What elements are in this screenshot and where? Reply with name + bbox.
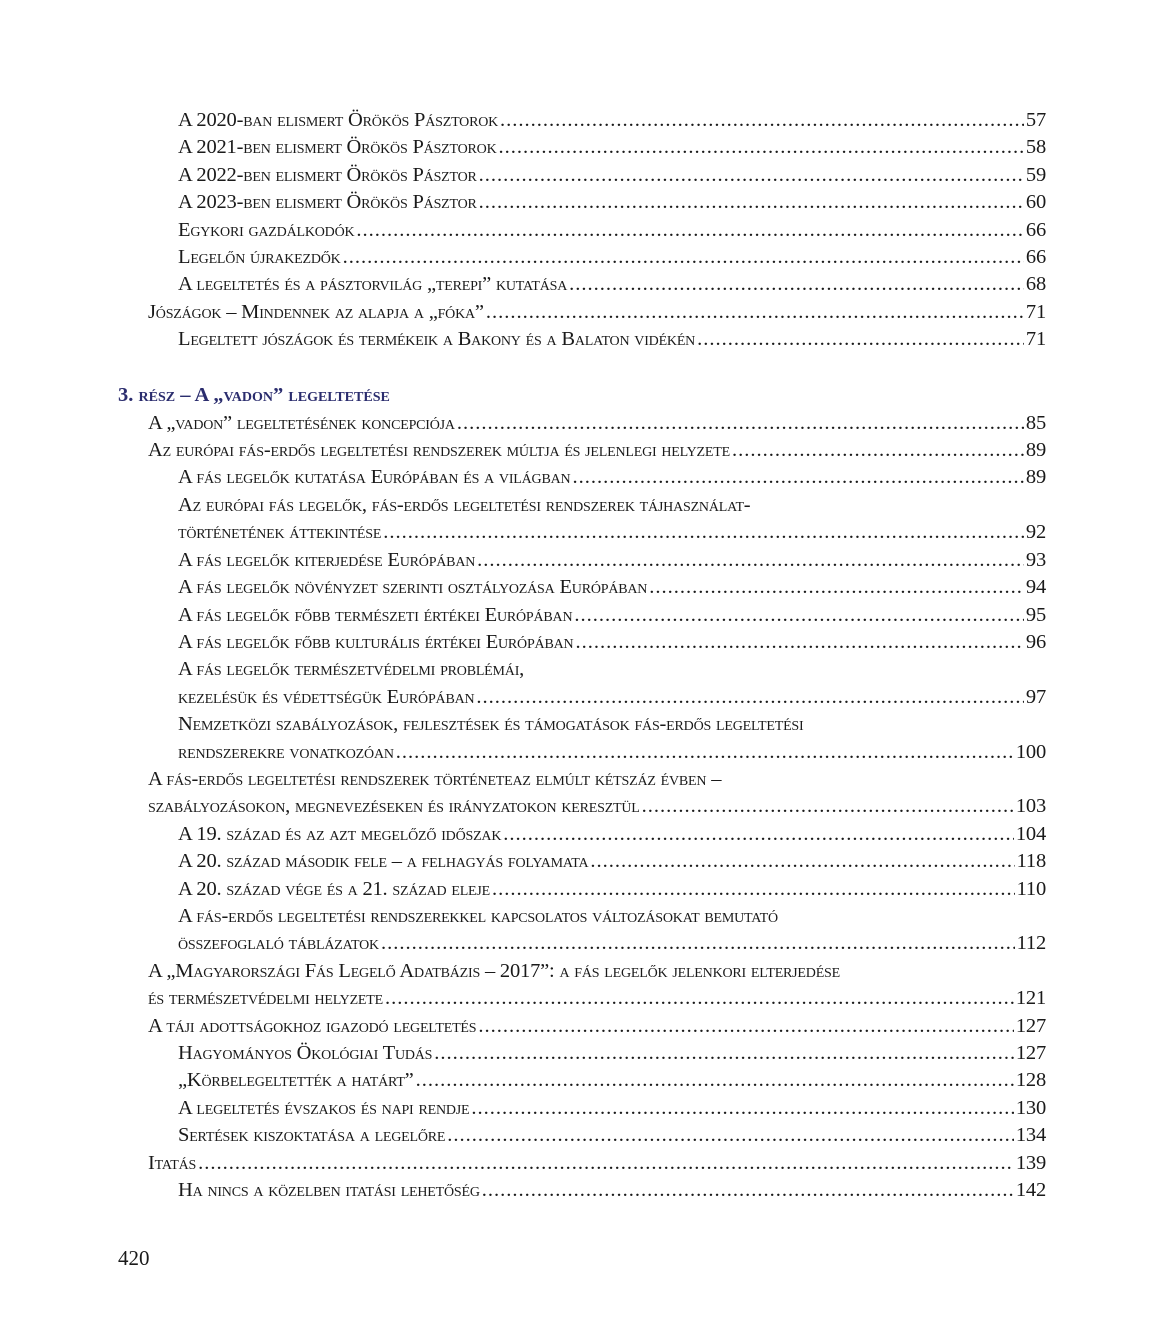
toc-entry[interactable] bbox=[118, 519, 1046, 546]
toc-list-top bbox=[118, 107, 1046, 354]
dot-leader bbox=[569, 271, 1024, 298]
toc-entry-title: Legelőn újrakezdők bbox=[178, 246, 341, 269]
toc-entry[interactable] bbox=[118, 271, 1046, 298]
dot-leader bbox=[416, 1067, 1014, 1094]
toc-entry-page: 58 bbox=[1025, 136, 1046, 159]
toc-entry-page: 121 bbox=[1015, 987, 1046, 1010]
toc-entry-page: 71 bbox=[1025, 300, 1046, 323]
dot-leader bbox=[447, 1122, 1014, 1149]
toc-entry-title-line: A fás legelők természetvédelmi problémái, bbox=[178, 658, 525, 681]
dot-leader bbox=[434, 1040, 1014, 1067]
toc-entry-title: A 19. század és az azt megelőző időszak bbox=[178, 822, 502, 845]
toc-entry[interactable] bbox=[118, 574, 1046, 601]
toc-entry-page: 134 bbox=[1015, 1124, 1046, 1147]
toc-entry[interactable] bbox=[118, 217, 1046, 244]
dot-leader bbox=[503, 821, 1014, 848]
toc-entry[interactable] bbox=[118, 437, 1046, 464]
toc-entry-page: 100 bbox=[1015, 740, 1046, 763]
toc-entry-page: 94 bbox=[1025, 576, 1046, 599]
toc-entry-title-line: A fás-erdős legeltetési rendszerekkel kapcsolatos változásokat bemutató bbox=[178, 904, 778, 927]
dot-leader bbox=[492, 876, 1015, 903]
toc-entry-title-line: A fás-erdős legeltetési rendszerek történeteaz elmúlt kétszáz évben – bbox=[148, 767, 722, 790]
toc-entry-title: Legeltett jószágok és termékeik a Bakony és a Balaton vidékén bbox=[178, 328, 696, 351]
toc-entry-title: A 2023-ben elismert Örökös Pásztor bbox=[178, 191, 477, 214]
toc-entry-title: A fás legelők kiterjedése Európában bbox=[178, 548, 476, 571]
toc-entry[interactable] bbox=[118, 244, 1046, 271]
toc-entry-title: A fás legelők főbb természeti értékei Európában bbox=[178, 603, 573, 626]
dot-leader bbox=[396, 739, 1014, 766]
dot-leader bbox=[500, 107, 1024, 134]
dot-leader bbox=[381, 930, 1015, 957]
toc-entry[interactable] bbox=[118, 107, 1046, 134]
toc-entry[interactable] bbox=[118, 464, 1046, 491]
toc-entry-page: 66 bbox=[1025, 218, 1046, 241]
toc-entry-title: történetének áttekintése bbox=[178, 521, 382, 544]
toc-entry-title-line: Nemzetközi szabályozások, fejlesztések és támogatások fás-erdős legeltetési bbox=[178, 713, 804, 736]
toc-entry-title: A fás legelők főbb kulturális értékei Európában bbox=[178, 630, 574, 653]
toc-entry[interactable] bbox=[118, 848, 1046, 875]
toc-entry-page: 97 bbox=[1025, 685, 1046, 708]
toc-entry-page: 85 bbox=[1025, 411, 1046, 434]
dot-leader bbox=[383, 519, 1024, 546]
toc-entry[interactable] bbox=[118, 1013, 1046, 1040]
dot-leader bbox=[356, 217, 1024, 244]
toc-entry-title: Egykori gazdálkodók bbox=[178, 218, 355, 241]
toc-entry-title: A táji adottságokhoz igazodó legeltetés bbox=[148, 1014, 477, 1037]
toc-entry[interactable] bbox=[118, 1095, 1046, 1122]
toc-entry[interactable] bbox=[118, 326, 1046, 353]
toc-entry[interactable] bbox=[118, 547, 1046, 574]
toc-entry-title: Itatás bbox=[148, 1151, 197, 1174]
toc-entry[interactable] bbox=[118, 1177, 1046, 1204]
toc-entry-title-line: Az európai fás legelők, fás-erdős legeltetési rendszerek tájhasználat- bbox=[178, 493, 751, 516]
spacer bbox=[118, 354, 1046, 381]
toc-entry-page: 66 bbox=[1025, 246, 1046, 269]
toc-entry-page: 127 bbox=[1015, 1042, 1046, 1064]
dot-leader bbox=[486, 299, 1024, 326]
toc-entry-title: összefoglaló táblázatok bbox=[178, 932, 379, 955]
dot-leader bbox=[479, 162, 1024, 189]
toc-entry-title: Ha nincs a közelben itatási lehetőség bbox=[178, 1179, 480, 1202]
toc-entry-title: Az európai fás-erdős legeltetési rendszerek múltja és jelenlegi helyzete bbox=[148, 439, 730, 462]
toc-entry[interactable] bbox=[118, 1040, 1046, 1067]
toc-entry-title: „Körbelegeltették a határt” bbox=[178, 1069, 414, 1092]
toc-entry-title: szabályozásokon, megnevezéseken és irányzatokon keresztül bbox=[148, 795, 640, 818]
toc-entry-title: Hagyományos Ökológiai Tudás bbox=[178, 1042, 433, 1064]
toc-entry-page: 93 bbox=[1025, 548, 1046, 571]
toc-entry-page: 96 bbox=[1025, 630, 1046, 653]
dot-leader bbox=[479, 189, 1024, 216]
toc-entry-title: A 2022-ben elismert Örökös Pásztor bbox=[178, 163, 477, 186]
toc-entry-title: Jószágok – Mindennek az alapja a „fóka” bbox=[148, 300, 484, 323]
toc-entry-page: 59 bbox=[1025, 163, 1046, 186]
dot-leader bbox=[471, 1095, 1013, 1122]
dot-leader bbox=[697, 326, 1024, 353]
toc-entry-page: 95 bbox=[1025, 603, 1046, 626]
dot-leader bbox=[477, 547, 1024, 574]
toc-list-section bbox=[118, 410, 1046, 1205]
toc-entry-page: 127 bbox=[1015, 1014, 1046, 1037]
toc-entry-page: 60 bbox=[1025, 191, 1046, 214]
toc-entry[interactable] bbox=[118, 876, 1046, 903]
toc-entry[interactable] bbox=[118, 1067, 1046, 1094]
toc-entry-title: A „vadon” legeltetésének koncepciója bbox=[148, 411, 455, 434]
toc-entry-title: kezelésük és védettségük Európában bbox=[178, 685, 475, 708]
toc-entry-page: 68 bbox=[1025, 273, 1046, 296]
dot-leader bbox=[476, 684, 1023, 711]
toc-entry-title: A legeltetés és a pásztorvilág „terepi” kutatása bbox=[178, 273, 568, 296]
table-of-contents bbox=[118, 107, 1046, 1204]
toc-entry[interactable] bbox=[118, 189, 1046, 216]
dot-leader bbox=[478, 1013, 1013, 1040]
toc-entry[interactable] bbox=[118, 684, 1046, 711]
toc-entry-page: 89 bbox=[1025, 439, 1046, 462]
toc-entry-page: 89 bbox=[1025, 466, 1046, 489]
toc-entry[interactable] bbox=[118, 162, 1046, 189]
toc-entry-page: 57 bbox=[1025, 109, 1046, 131]
dot-leader bbox=[649, 574, 1024, 601]
dot-leader bbox=[457, 410, 1024, 437]
toc-entry-page: 139 bbox=[1015, 1151, 1046, 1174]
dot-leader bbox=[575, 629, 1023, 656]
toc-entry[interactable] bbox=[118, 821, 1046, 848]
toc-entry-title: A fás legelők növényzet szerinti osztályozása Európában bbox=[178, 576, 648, 599]
toc-entry-page: 128 bbox=[1015, 1069, 1046, 1092]
toc-entry-page: 130 bbox=[1015, 1096, 1046, 1119]
dot-leader bbox=[482, 1177, 1014, 1204]
dot-leader bbox=[198, 1150, 1014, 1177]
toc-entry[interactable] bbox=[118, 930, 1046, 957]
dot-leader bbox=[572, 464, 1023, 491]
toc-entry-title: A 2021-ben elismert Örökös Pásztorok bbox=[178, 136, 497, 159]
section-heading: 3. rész – A „vadon” legeltetése bbox=[118, 383, 390, 406]
page-number: 420 bbox=[118, 1246, 150, 1270]
toc-entry[interactable] bbox=[118, 410, 1046, 437]
toc-entry[interactable] bbox=[118, 629, 1046, 656]
toc-entry-page: 104 bbox=[1015, 822, 1046, 845]
dot-leader bbox=[385, 985, 1014, 1012]
toc-entry-title: A 20. század vége és a 21. század eleje bbox=[178, 877, 490, 900]
toc-entry-page: 92 bbox=[1025, 521, 1046, 544]
toc-entry[interactable] bbox=[118, 739, 1046, 766]
toc-entry-title-line: A „Magyarországi Fás Legelő Adatbázis – 2017”: a fás legelők jelenkori elterjedése bbox=[148, 959, 840, 982]
toc-entry-title: rendszerekre vonatkozóan bbox=[178, 740, 394, 763]
dot-leader bbox=[343, 244, 1024, 271]
toc-entry[interactable] bbox=[118, 1150, 1046, 1177]
toc-entry[interactable] bbox=[118, 793, 1046, 820]
dot-leader bbox=[642, 793, 1014, 820]
dot-leader bbox=[732, 437, 1024, 464]
toc-entry-page: 110 bbox=[1016, 877, 1046, 900]
toc-entry-page: 71 bbox=[1025, 328, 1046, 351]
toc-entry-title: A legeltetés évszakos és napi rendje bbox=[178, 1096, 470, 1119]
toc-entry-title: A fás legelők kutatása Európában és a világban bbox=[178, 466, 571, 489]
dot-leader bbox=[574, 602, 1024, 629]
toc-entry[interactable] bbox=[118, 602, 1046, 629]
toc-entry-title: Sertések kiszoktatása a legelőre bbox=[178, 1124, 446, 1147]
toc-entry[interactable] bbox=[118, 299, 1046, 326]
toc-entry-page: 142 bbox=[1015, 1179, 1046, 1202]
toc-entry[interactable] bbox=[118, 134, 1046, 161]
toc-entry-page: 112 bbox=[1016, 932, 1046, 955]
dot-leader bbox=[498, 134, 1023, 161]
toc-entry-page: 103 bbox=[1015, 795, 1046, 818]
toc-entry-title: és természetvédelmi helyzete bbox=[148, 987, 383, 1010]
toc-entry-title: A 2020-ban elismert Örökös Pásztorok bbox=[178, 109, 499, 131]
toc-entry[interactable] bbox=[118, 985, 1046, 1012]
toc-entry-title: A 20. század második fele – a felhagyás folyamata bbox=[178, 850, 589, 873]
toc-entry-page: 118 bbox=[1016, 850, 1046, 873]
dot-leader bbox=[590, 848, 1014, 875]
toc-entry[interactable] bbox=[118, 1122, 1046, 1149]
